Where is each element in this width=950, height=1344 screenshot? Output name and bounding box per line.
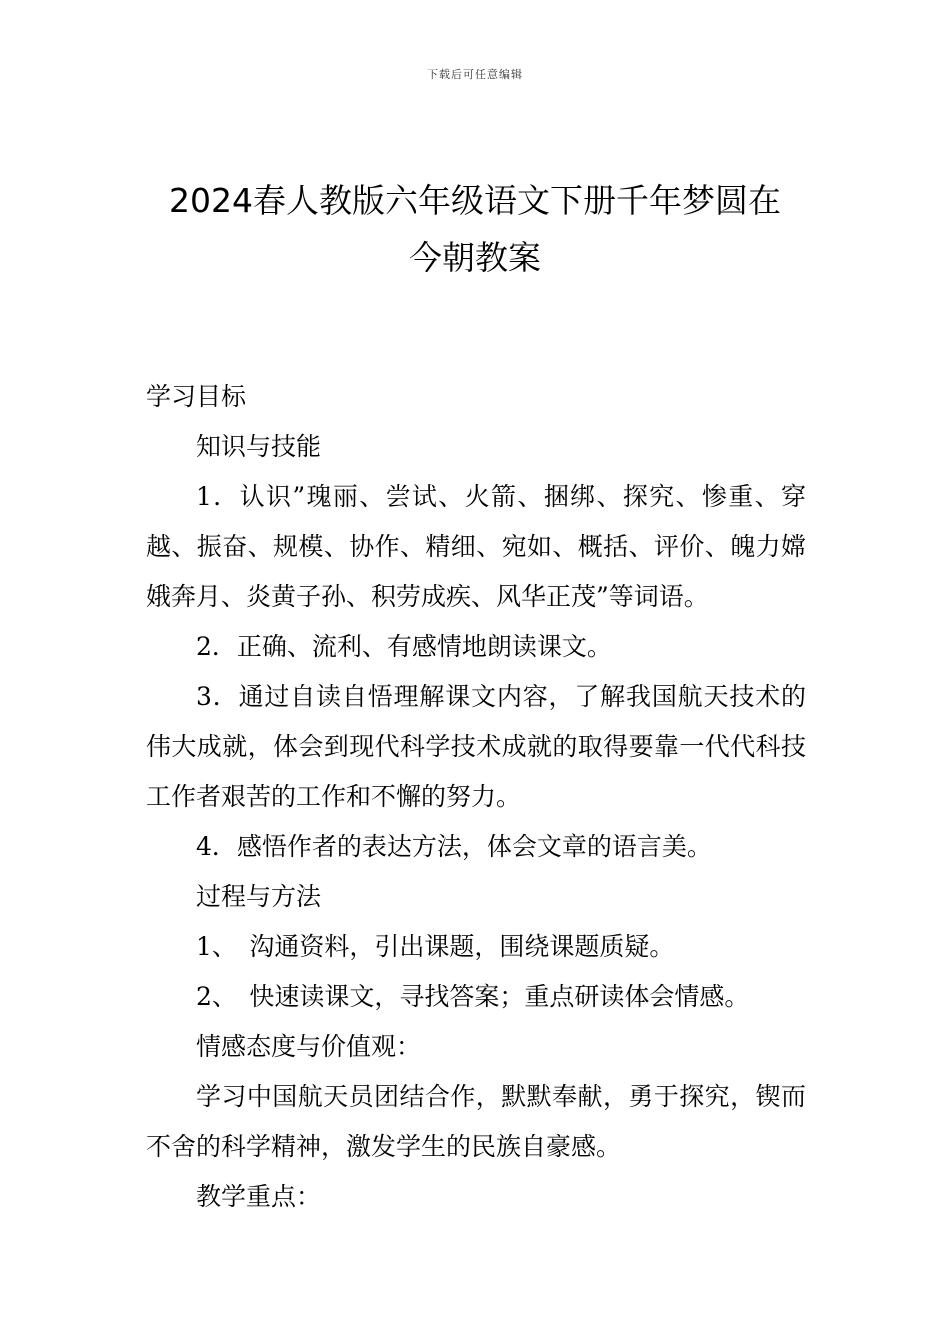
goal-item-2: 2．正确、流利、有感情地朗读课文。 [196,632,612,661]
document-title [0,172,950,286]
title-line-2: 今朝教案 [409,238,541,277]
goal-item-3: 3．通过自读自悟理解课文内容，了解我国航天技术的伟大成就，体会到现代科学技术成就的取得要靠一代代科技工作者艰苦的工作和不懈的努力。 [146,682,806,811]
document-body [146,372,806,1222]
subheading-knowledge-skills: 知识与技能 [196,432,322,461]
title-line-1: 2024春人教版六年级语文下册千年梦圆在 [169,181,781,220]
section-heading-learning-goals: 学习目标 [146,382,247,411]
header-note: 下载后可任意编辑 [427,68,523,81]
method-item-2: 2、 快速读课文，寻找答案；重点研读体会情感。 [196,982,750,1011]
goal-item-4: 4．感悟作者的表达方法，体会文章的语言美。 [196,832,712,861]
subheading-teaching-focus: 教学重点： [196,1182,322,1211]
subheading-emotion-values: 情感态度与价值观： [196,1032,422,1061]
goal-item-1: 1．认识”瑰丽、尝试、火箭、捆绑、探究、惨重、穿越、振奋、规模、协作、精细、宛如、概括、评价、魄力嫦娥奔月、炎黄子孙、积劳成疾、风华正茂”等词语。 [146,482,806,611]
emotion-values-text: 学习中国航天员团结合作，默默奉献，勇于探究，锲而不舍的科学精神，激发学生的民族自豪感。 [146,1082,806,1161]
method-item-1: 1、 沟通资料，引出课题，围绕课题质疑。 [196,932,675,961]
subheading-process-method: 过程与方法 [196,882,322,911]
